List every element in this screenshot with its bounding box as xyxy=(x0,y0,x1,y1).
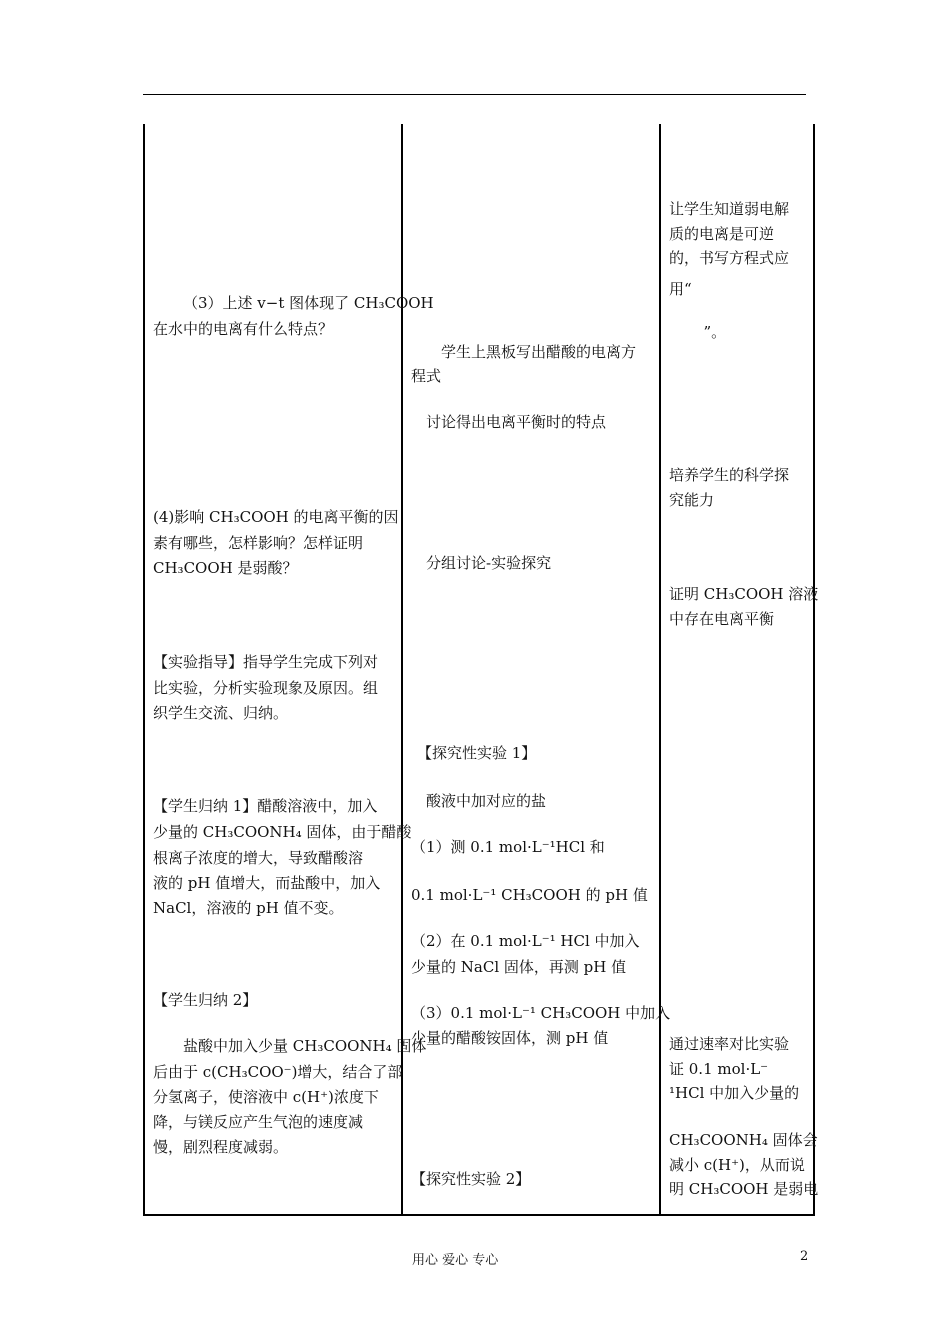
experiment-2-title: 【探究性实验 2】 xyxy=(411,1170,531,1188)
experiment-guide-line-3: 织学生交流、归纳。 xyxy=(153,704,289,722)
question-4-line-1: (4)影响 CH₃COOH 的电离平衡的因 xyxy=(153,508,399,526)
intent-4-line-2: 证 0.1 mol·L⁻ xyxy=(669,1060,769,1078)
intent-2-line-1: 培养学生的科学探 xyxy=(669,466,790,484)
student-summary-1-line-2: 少量的 CH₃COONH₄ 固体，由于醋酸 xyxy=(153,823,412,841)
intent-4-line-3: ¹HCl 中加入少量的 xyxy=(669,1084,800,1102)
student-summary-1-line-3: 根离子浓度的增大，导致醋酸溶 xyxy=(153,849,364,867)
intent-1-line-2: 质的电离是可逆 xyxy=(669,225,775,243)
student-summary-2-line-5: 慢，剧烈程度减弱。 xyxy=(153,1138,289,1156)
intent-1-line-3: 的，书写方程式应 xyxy=(669,249,790,267)
discussion-text: 讨论得出电离平衡时的特点 xyxy=(426,413,607,431)
intent-4-line-5: 减小 c(H⁺)，从而说 xyxy=(669,1156,805,1174)
question-4-line-2: 素有哪些，怎样影响？怎样证明 xyxy=(153,534,364,552)
experiment-1-subtitle: 酸液中加对应的盐 xyxy=(426,792,547,810)
board-writing-line-2: 程式 xyxy=(411,367,442,385)
experiment-1-step-3b: 少量的醋酸铵固体，测 pH 值 xyxy=(411,1029,609,1047)
column-divider-2 xyxy=(659,124,661,1216)
experiment-1-step-3a: （3）0.1 mol·L⁻¹ CH₃COOH 中加入 xyxy=(411,1004,671,1022)
experiment-1-step-1b: 0.1 mol·L⁻¹ CH₃COOH 的 pH 值 xyxy=(411,886,648,904)
experiment-1-step-1a: （1）测 0.1 mol·L⁻¹HCl 和 xyxy=(411,838,605,856)
experiment-guide-line-2: 比实验，分析实验现象及原因。组 xyxy=(153,679,379,697)
experiment-1-step-2b: 少量的 NaCl 固体，再测 pH 值 xyxy=(411,958,627,976)
intent-3-line-1: 证明 CH₃COOH 溶液 xyxy=(669,585,819,603)
intent-1-line-5: ”。 xyxy=(703,323,727,341)
experiment-1-title: 【探究性实验 1】 xyxy=(417,744,537,762)
footer-motto: 用心 爱心 专心 xyxy=(412,1253,499,1268)
student-summary-2-title: 【学生归纳 2】 xyxy=(153,991,258,1009)
student-summary-2-line-4: 降，与镁反应产生气泡的速度减 xyxy=(153,1113,364,1131)
student-summary-1-line-1: 【学生归纳 1】醋酸溶液中，加入 xyxy=(153,797,378,815)
student-summary-2-line-1: 盐酸中加入少量 CH₃COONH₄ 固体 xyxy=(183,1037,427,1055)
page-number: 2 xyxy=(800,1249,809,1264)
question-3-line-2: 在水中的电离有什么特点？ xyxy=(153,320,334,338)
question-4-line-3: CH₃COOH 是弱酸？ xyxy=(153,559,298,577)
experiment-1-step-2a: （2）在 0.1 mol·L⁻¹ HCl 中加入 xyxy=(411,932,640,950)
student-summary-1-line-4: 液的 pH 值增大，而盐酸中，加入 xyxy=(153,874,381,892)
intent-4-line-6: 明 CH₃COOH 是弱电 xyxy=(669,1180,819,1198)
intent-4-line-1: 通过速率对比实验 xyxy=(669,1035,790,1053)
intent-3-line-2: 中存在电离平衡 xyxy=(669,610,775,628)
student-summary-2-line-3: 分氢离子，使溶液中 c(H⁺)浓度下 xyxy=(153,1088,379,1106)
student-summary-1-line-5: NaCl，溶液的 pH 值不变。 xyxy=(153,899,344,917)
intent-2-line-2: 究能力 xyxy=(669,491,715,509)
experiment-guide-line-1: 【实验指导】指导学生完成下列对 xyxy=(153,653,379,671)
student-summary-2-line-2: 后由于 c(CH₃COO⁻)增大，结合了部 xyxy=(153,1063,403,1081)
intent-4-line-4: CH₃COONH₄ 固体会 xyxy=(669,1131,818,1149)
board-writing-line-1: 学生上黑板写出醋酸的电离方 xyxy=(441,343,637,361)
header-rule xyxy=(143,94,806,95)
question-3-line-1: （3）上述 v−t 图体现了 CH₃COOH xyxy=(183,294,434,312)
group-discussion-text: 分组讨论-实验探究 xyxy=(426,554,552,572)
intent-1-line-4: 用“ xyxy=(669,280,692,298)
intent-1-line-1: 让学生知道弱电解 xyxy=(669,200,790,218)
